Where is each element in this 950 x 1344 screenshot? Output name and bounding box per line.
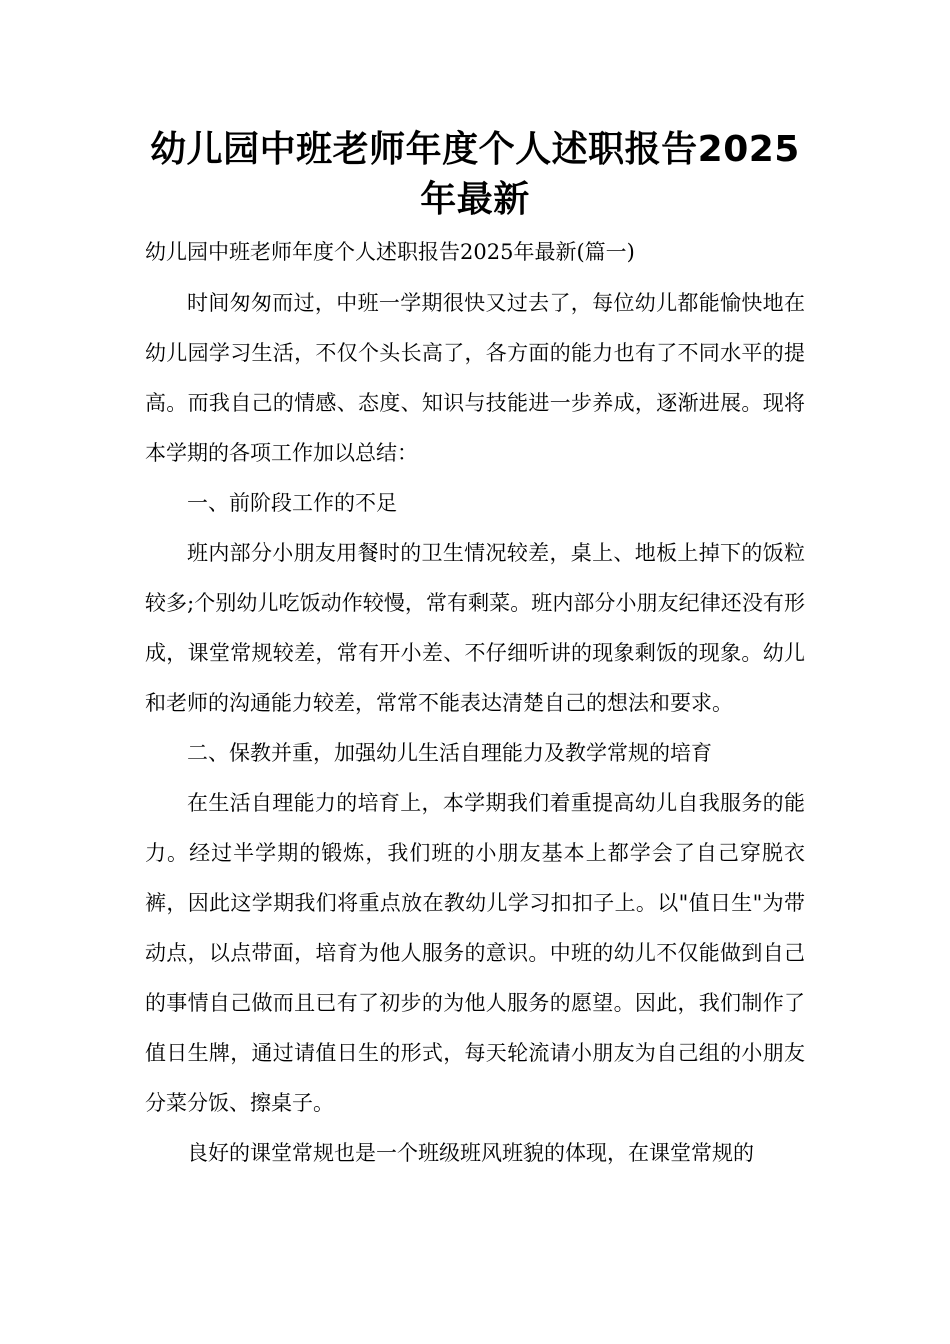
document-body — [145, 278, 805, 1178]
paragraph-self-care: 在生活自理能力的培育上，本学期我们着重提高幼儿自我服务的能力。经过半学期的锻炼，我们班的小朋友基本上都学会了自己穿脱衣裤，因此这学期我们将重点放在教幼儿学习扣扣子上。以"值日生"为带动点，以点带面，培育为他人服务的意识。中班的幼儿不仅能做到自己的事情自己做而且已有了初步的为他人服务的愿望。因此，我们制作了值日生牌，通过请值日生的形式，每天轮流请小朋友为自己组的小朋友分菜分饭、擦桌子。 — [145, 791, 805, 1115]
paragraph-intro: 时间匆匆而过，中班一学期很快又过去了，每位幼儿都能愉快地在幼儿园学习生活，不仅个头长高了，各方面的能力也有了不同水平的提高。而我自己的情感、态度、知识与技能进一步养成，逐渐进展。现将本学期的各项工作加以总结： — [145, 291, 805, 465]
document-title: 幼儿园中班老师年度个人述职报告2025年最新 — [150, 129, 800, 220]
section-heading-2: 二、保教并重，加强幼儿生活自理能力及教学常规的培育 — [187, 741, 712, 765]
document-subtitle: 幼儿园中班老师年度个人述职报告2025年最新(篇一) — [145, 240, 635, 264]
paragraph-shortcomings: 班内部分小朋友用餐时的卫生情况较差，桌上、地板上掉下的饭粒较多;个别幼儿吃饭动作较慢，常有剩菜。班内部分小朋友纪律还没有形成，课堂常规较差，常有开小差、不仔细听讲的现象剩饭的现象。幼儿和老师的沟通能力较差，常常不能表达清楚自己的想法和要求。 — [145, 541, 805, 715]
section-heading-1: 一、前阶段工作的不足 — [187, 491, 397, 515]
paragraph-classroom-routine: 良好的课堂常规也是一个班级班风班貌的体现，在课堂常规的 — [187, 1141, 754, 1165]
document-page — [145, 125, 805, 1178]
